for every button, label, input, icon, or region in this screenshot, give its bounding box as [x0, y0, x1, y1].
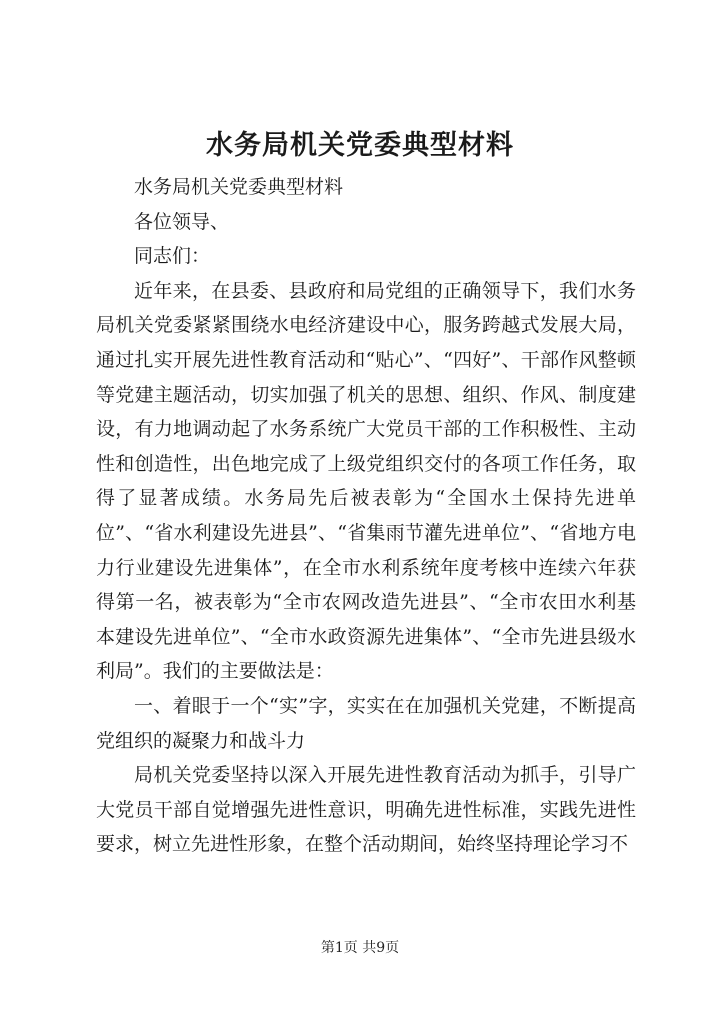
paragraph-section-heading-1: 一、着眼于一个“实”字，实实在在加强机关党建，不断提高党组织的凝聚力和战斗力 [96, 694, 636, 752]
paragraph-intro: 近年来，在县委、县政府和局党组的正确领导下，我们水务局机关党委紧紧围绕水电经济建设中心，服务跨越式发展大局，通过扎实开展先进性教育活动和“贴心”、“四好”、干部作风整顿等党建主题活动，切实加强了机关的思想、组织、作风、制度建设，有力地调动起了水务系统广大党员干部的工作积极性、主动性和创造性，出色地完成了上级党组织交付的各项工作任务，取得了显著成绩。水务局先后被表彰为“全国水土保持先进单位”、“省水利建设先进县”、“省集雨节灌先进单位”、“省地方电力行业建设先进集体”，在全市水利系统年度考核中连续六年获得第一名，被表彰为“全市农网改造先进县”、“全市农田水利基本建设先进单位”、“全市水政资源先进集体”、“全市先进县级水利局”。我们的主要做法是： [96, 279, 636, 683]
paragraph-salutation-comrades: 同志们： [134, 245, 211, 268]
document-title: 水务局机关党委典型材料 [206, 130, 514, 161]
page-footer: 第1页 共9页 [320, 940, 400, 956]
paragraph-section-body-1: 局机关党委坚持以深入开展先进性教育活动为抓手，引导广大党员干部自觉增强先进性意识，明确先进性标准，实践先进性要求，树立先进性形象，在整个活动期间，始终坚持理论学习不 [96, 764, 636, 856]
document-body [96, 170, 636, 862]
paragraph-subtitle: 水务局机关党委典型材料 [134, 176, 344, 198]
paragraph-salutation-leaders: 各位领导、 [134, 210, 230, 233]
